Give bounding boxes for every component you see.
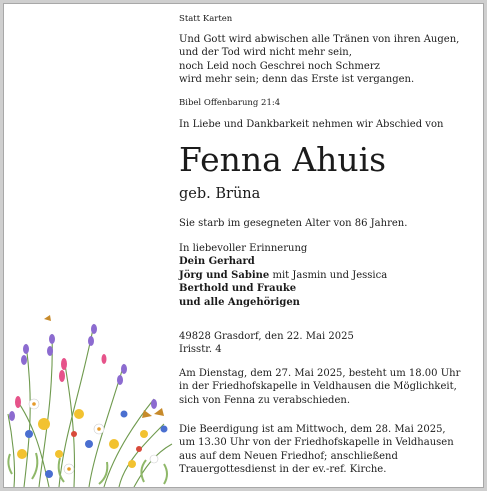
maiden-name: geb. Brüna — [179, 186, 261, 202]
funeral-line: Die Beerdigung ist am Mittwoch, dem 28. Mai 2025, — [179, 424, 446, 435]
funeral-line: aus auf dem Neuen Friedhof; anschließend — [179, 450, 398, 462]
verse-line: und der Tod wird nicht mehr sein, — [179, 47, 352, 59]
age-line: Sie starb im gesegneten Alter von 86 Jahren. — [179, 218, 408, 229]
mourner-name: Dein Gerhard — [179, 256, 255, 268]
mourner-name: Jörg und Sabine — [179, 269, 270, 281]
funeral-line: Trauergottesdienst in der ev.-ref. Kirche. — [179, 464, 387, 476]
street-address: Irisstr. 4 — [179, 344, 222, 356]
place-date: 49828 Grasdorf, den 22. Mai 2025 — [179, 331, 354, 342]
header-label: Statt Karten — [179, 14, 233, 24]
verse-source: Bibel Offenbarung 21:4 — [179, 98, 281, 108]
obituary-card — [3, 3, 484, 488]
mourner-name: Berthold und Frauke — [179, 283, 297, 295]
farewell-line: sich von Fenna zu verabschieden. — [179, 394, 350, 406]
farewell-line: in der Friedhofskapelle in Veldhausen die Möglichkeit, — [179, 381, 457, 393]
farewell-line: Am Dienstag, dem 27. Mai 2025, besteht um 18.00 Uhr — [179, 368, 461, 379]
mourner-children: mit Jasmin und Jessica — [269, 269, 388, 281]
verse-line: noch Leid noch Geschrei noch Schmerz — [179, 60, 380, 72]
funeral-block — [179, 423, 454, 477]
remembrance-intro: In liebevoller Erinnerung — [179, 243, 308, 254]
mourners-block — [179, 242, 387, 309]
intro-text: In Liebe und Dankbarkeit nehmen wir Abschied von — [179, 119, 444, 130]
funeral-line: um 13.30 Uhr von der Friedhofskapelle in Veldhausen — [179, 437, 454, 449]
bible-verse — [179, 33, 459, 87]
mourner-name: und alle Angehörigen — [179, 296, 300, 308]
farewell-block — [179, 367, 460, 407]
verse-line: wird mehr sein; denn das Erste ist vergangen. — [179, 74, 415, 86]
deceased-name: Fenna Ahuis — [179, 140, 387, 179]
address-block — [179, 330, 354, 357]
wildflower-illustration — [4, 304, 179, 487]
verse-line: Und Gott wird abwischen alle Tränen von ihren Augen, — [179, 34, 460, 45]
